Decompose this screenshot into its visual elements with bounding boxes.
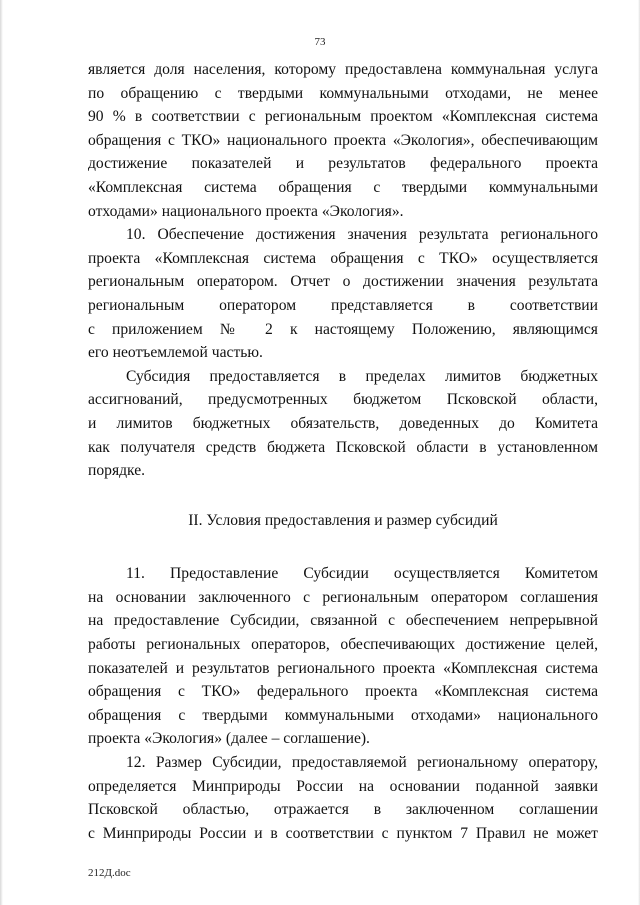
page-number: 73 [314,36,326,48]
text-line: обращения с ТКО» федерального проекта «Комплексная система [88,683,598,701]
text-line: достижение показателей и результатов федерального проекта [88,155,598,173]
text-line: с приложением № 2 к настоящему Положению, являющимся [88,320,598,338]
text-line: проекта «Комплексная система обращения с ТКО» осуществляется [88,249,598,267]
text-line: региональным оператором представляется в соответствии [88,296,598,314]
text-line: показателей и результатов регионального проекта «Комплексная система [88,659,598,677]
text-line: и лимитов бюджетных обязательств, доведенных до Комитета [88,414,598,432]
text-line: 90 % в соответствии с региональным проектом «Комплексная система [88,108,598,126]
text-line: порядке. [88,462,146,480]
text-line: как получателя средств бюджета Псковской области в установленном [88,438,598,456]
text-line: работы региональных операторов, обеспечивающих достижение целей, [88,636,598,654]
text-line: Субсидия предоставляется в пределах лимитов бюджетных [126,367,598,385]
paragraph-subsidy [88,365,598,483]
text-line: на предоставление Субсидии, связанной с обеспечением непрерывной [88,612,598,630]
footer-filename: 212Д.doc [88,867,131,879]
text-line: «Комплексная система обращения с твердыми коммунальными [88,178,598,196]
text-line: обращения с твердыми коммунальными отходами» национального [88,706,598,724]
scan-edge-left [0,0,3,905]
text-line: региональным оператором. Отчет о достижении значения результата [88,273,598,291]
text-line: его неотъемлемой частью. [88,344,263,362]
document-body [88,58,598,845]
section-heading: II. Условия предоставления и размер субсидий [188,511,498,529]
text-line: обращения с ТКО» национального проекта «Экология», обеспечивающим [88,131,598,149]
text-line: отходами» национального проекта «Экология». [88,202,404,220]
text-line: ассигнований, предусмотренных бюджетом Псковской области, [88,391,598,409]
text-line: определяется Минприроды России на основании поданной заявки [88,777,598,795]
text-line: на основании заключенного с региональным оператором соглашения [88,588,598,606]
text-line: Псковской областью, отражается в заключенном соглашении [88,801,598,819]
text-line: 12. Размер Субсидии, предоставляемой региональному оператору, [126,754,598,772]
text-line: с Минприроды России и в соответствии с пунктом 7 Правил не может [88,824,598,842]
text-line: проекта «Экология» (далее – соглашение). [88,730,370,748]
paragraph-11 [88,562,598,751]
text-line: 11. Предоставление Субсидии осуществляется Комитетом [126,565,598,583]
paragraph-10 [88,223,598,365]
text-line: является доля населения, которому предоставлена коммунальная услуга [88,61,598,78]
text-line: 10. Обеспечение достижения значения результата регионального [126,226,598,244]
text-line: по обращению с твердыми коммунальными отходами, не менее [88,84,598,102]
paragraph-12 [88,751,598,845]
paragraph-intro [88,58,598,223]
